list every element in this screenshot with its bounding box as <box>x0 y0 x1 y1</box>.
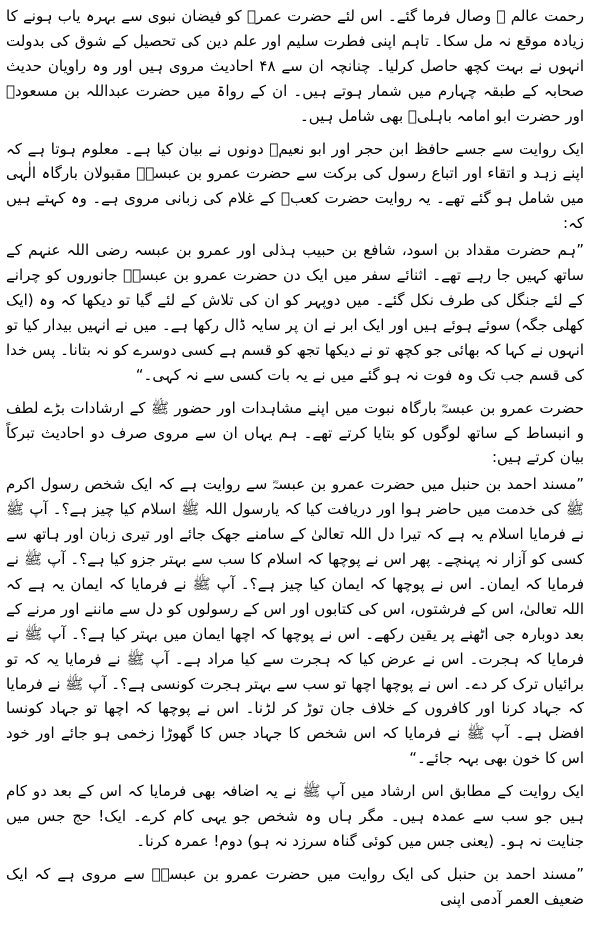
paragraph-quote-1: ”ہم حضرت مقداد بن اسود، شافع بن حبیب ہذلی اور عمرو بن عبسہ رضی اللہ عنہم کے ساتھ کہیں جا رہے تھے۔ اثنائے سفر میں ایک دن حضرت عمرو بن عبسہؓ جانوروں کو چرانے کے لئے جنگل کی طرف نکل گئے۔ میں دوپہر کو ان کی تلاش کے لئے گیا تو دیکھا کہ وہ (ایک کھلی جگہ) سوئے ہوئے ہیں اور ایک ابر نے ان پر سایہ ڈال رکھا ہے۔ میں نے انہیں بیدار کیا تو انہوں نے کہا کہ بھائی جو کچھ تو نے دیکھا تجھ کو قسم ہے کسی دوسرے کو نہ بتانا۔ پس خدا کی قسم جب تک وہ فوت نہ ہو گئے میں نے یہ بات کسی سے نہ کہی۔“ <box>5 241 584 384</box>
paragraph-narration-2: ایک روایت سے جسے حافظ ابن حجر اور ابو نعیمؒ دونوں نے بیان کیا ہے۔ معلوم ہوتا ہے کہ اپنے زہد و اتقاء اور اتباع رسول کی برکت سے حضرت عمرو بن عبسہؓ مقبولان بارگاہ الٰہی میں شامل ہو گئے تھے۔ یہ روایت حضرت کعبؓ کے غلام کی زبانی مروی ہے۔ وہ کہتے ہیں کہ: <box>6 139 584 233</box>
paragraph-narration-4: ایک روایت کے مطابق اس ارشاد میں آپ ﷺ نے یہ اضافہ بھی فرمایا کہ اس کے بعد دو کام ہیں جو سب سے عمدہ ہیں۔ مگر ہاں وہ شخص جو یہی کام کرے۔ ایک! حج جس میں جنایت نہ ہو۔ (یعنی جس میں کوئی گناہ سرزد نہ ہو) دوم! عمرہ کرنا۔ <box>6 782 584 850</box>
paragraph-narration-3: حضرت عمرو بن عبسہؓ بارگاہ نبوت میں اپنے مشاہدات اور حضور ﷺ کے ارشادات بڑے لطف و انبساط کے ساتھ لوگوں کو بتایا کرتے تھے۔ ہم یہاں ان سے مروی صرف دو احادیث تبرکاً بیان کرتے ہیں: <box>6 398 584 467</box>
paragraph-quote-3: ”مسند احمد بن حنبل کی ایک روایت میں حضرت عمرو بن عبسہؓ سے مروی ہے کہ ایک ضعیف العمر آدمی اپنی <box>6 864 584 908</box>
paragraph-narration-1: رحمت عالم ﷺ وصال فرما گئے۔ اس لئے حضرت عمرؓ کو فیضان نبوی سے بہرہ یاب ہونے کا زیادہ موقع نہ مل سکا۔ تاہم اپنی فطرت سلیم اور علم دین کی تحصیل کے شوق کی بدولت انہوں نے بہت کچھ حاصل کرلیا۔ چنانچہ ان سے ۴۸ احادیث مروی ہیں اور وہ راویان حدیث صحابہ کے طبقہ چہارم میں شمار ہوتے ہیں۔ ان کے رواۃ میں حضرت عبداللہ بن مسعودؓ اور حضرت ابو امامہ باہلیؓ بھی شامل ہیں۔ <box>6 7 584 125</box>
paragraph-quote-2: ”مسند احمد بن حنبل میں حضرت عمرو بن عبسہؓ سے روایت ہے کہ ایک شخص رسول اکرم ﷺ کی خدمت میں حاضر ہوا اور دریافت کیا کہ یارسول اللہ ﷺ اسلام کیا چیز ہے؟۔ آپ ﷺ نے فرمایا اسلام یہ ہے کہ تیرا دل اللہ تعالیٰ کے سامنے جھک جائے اور تیری زبان اور ہاتھ سے کسی کو آزار نہ پہنچے۔ پھر اس نے پوچھا کہ اسلام کا سب سے بہتر جزو کیا ہے؟۔ آپ ﷺ نے فرمایا کہ ایمان۔ اس نے پوچھا کہ ایمان کیا چیز ہے؟۔ آپ ﷺ نے فرمایا کہ ایمان یہ ہے کہ اللہ تعالیٰ، اس کے فرشتوں، اس کی کتابوں اور اس کے رسولوں کو دل سے ماننے اور مرنے کے بعد دوبارہ جی اٹھنے پر یقین رکھے۔ اس نے پوچھا کہ اچھا ایمان میں بہتر کیا ہے؟۔ آپ ﷺ نے فرمایا کہ ہجرت۔ اس نے عرض کیا کہ ہجرت سے کیا مراد ہے۔ آپ ﷺ نے فرمایا یہ کہ تو برائیاں ترک کر دے۔ اس نے پوچھا اچھا تو سب سے بہتر ہجرت کونسی ہے؟۔ آپ ﷺ نے فرمایا کہ جہاد کرنا اور کافروں کے خلاف جان توڑ کر لڑنا۔ اس نے پوچھا کہ اچھا تو جہاد کونسا افضل ہے۔ آپ ﷺ نے فرمایا کہ اس شخص کا جہاد جس کا گھوڑا زخمی ہو جائے اور خود اس کا خون بھی بہہ جائے۔“ <box>6 475 584 768</box>
document-page <box>6 4 584 940</box>
